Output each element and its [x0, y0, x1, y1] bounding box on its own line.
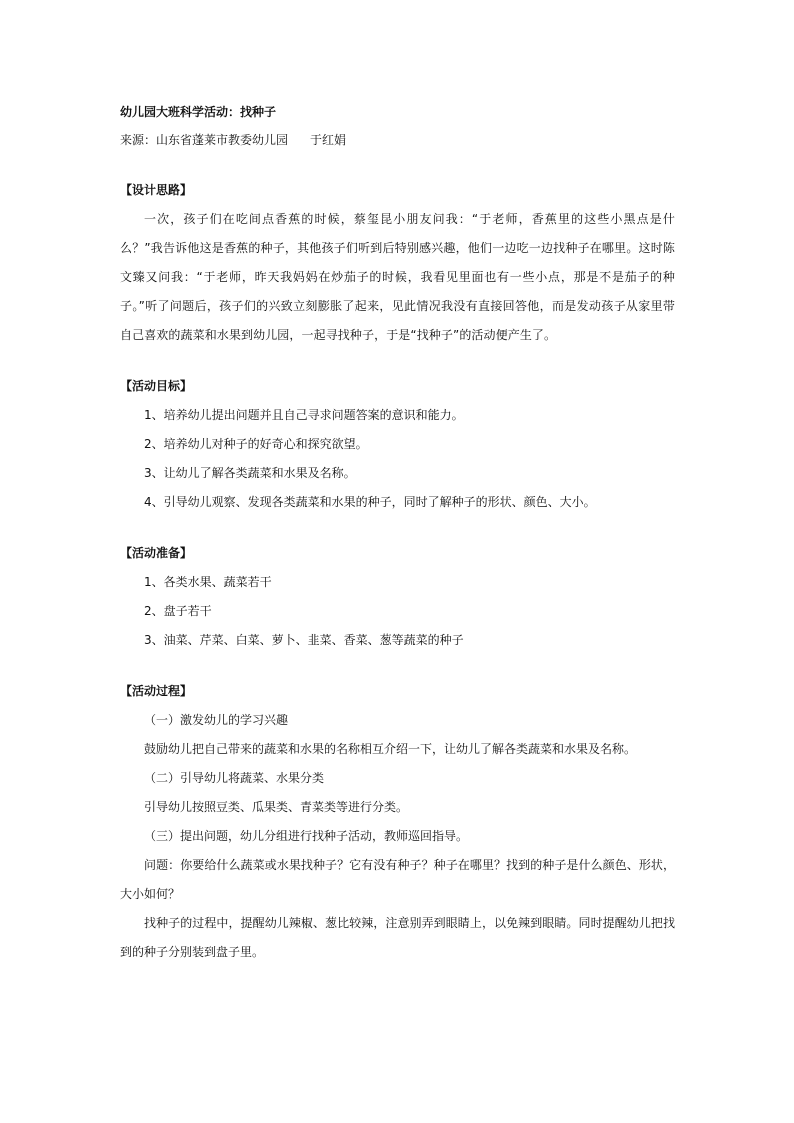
section-heading-prep: 【活动准备】 — [120, 546, 193, 560]
prep-item: 2、盘子若干 — [144, 604, 212, 618]
section-heading-design: 【设计思路】 — [120, 183, 193, 197]
document-body — [120, 98, 675, 967]
process-note: 找种子的过程中，提醒幼儿辣椒、葱比较辣，注意别弄到眼睛上，以免辣到眼睛。同时提醒幼儿把找到的种子分别装到盘子里。 — [120, 916, 675, 959]
author-name: 于红娟 — [310, 133, 347, 147]
process-step-title: （一）激发幼儿的学习兴趣 — [144, 713, 289, 727]
prep-item: 1、各类水果、蔬菜若干 — [144, 575, 272, 589]
source-label: 来源：山东省蓬莱市教委幼儿园 — [120, 133, 289, 147]
document-title: 幼儿园大班科学活动：找种子 — [120, 105, 277, 119]
prep-item: 3、油菜、芹菜、白菜、萝卜、韭菜、香菜、葱等蔬菜的种子 — [144, 633, 464, 647]
document-source — [120, 126, 675, 154]
spacer — [120, 517, 675, 539]
design-paragraph: 一次，孩子们在吃间点香蕉的时候，蔡玺昆小朋友问我：“于老师，香蕉里的这些小黑点是什么？”我告诉他这是香蕉的种子，其他孩子们听到后特别感兴趣，他们一边吃一边找种子在哪里。这时陈文臻又问我：“于老师，昨天我妈妈在炒茄子的时候，我看见里面也有一些小点，那是不是茄子的种子。”听了问题后，孩子们的兴致立刻膨胀了起来，见此情况我没有直接回答他，而是发动孩子从家里带自己喜欢的蔬菜和水果到幼儿园，一起寻找种子，于是“找种子”的活动便产生了。 — [120, 212, 675, 342]
process-step-text: 引导幼儿按照豆类、瓜果类、青菜类等进行分类。 — [144, 800, 409, 814]
goal-item: 3、让幼儿了解各类蔬菜和水果及名称。 — [144, 466, 356, 480]
spacer — [120, 655, 675, 677]
goal-item: 4、引导幼儿观察、发现各类蔬菜和水果的种子，同时了解种子的形状、颜色、大小。 — [144, 495, 596, 509]
spacer — [120, 350, 675, 372]
process-question: 问题：你要给什么蔬菜或水果找种子？它有没有种子？种子在哪里？找到的种子是什么颜色、形状，大小如何？ — [120, 858, 675, 901]
section-heading-goals: 【活动目标】 — [120, 379, 193, 393]
process-step-title: （三）提出问题，幼儿分组进行找种子活动，教师巡回指导。 — [144, 829, 469, 843]
process-step-title: （二）引导幼儿将蔬菜、水果分类 — [144, 771, 325, 785]
section-heading-process: 【活动过程】 — [120, 684, 193, 698]
goal-item: 1、培养幼儿提出问题并且自己寻求问题答案的意识和能力。 — [144, 408, 464, 422]
goal-item: 2、培养幼儿对种子的好奇心和探究欲望。 — [144, 437, 368, 451]
spacer — [120, 154, 675, 176]
process-step-text: 鼓励幼儿把自己带来的蔬菜和水果的名称相互介绍一下，让幼儿了解各类蔬菜和水果及名称。 — [144, 742, 637, 756]
